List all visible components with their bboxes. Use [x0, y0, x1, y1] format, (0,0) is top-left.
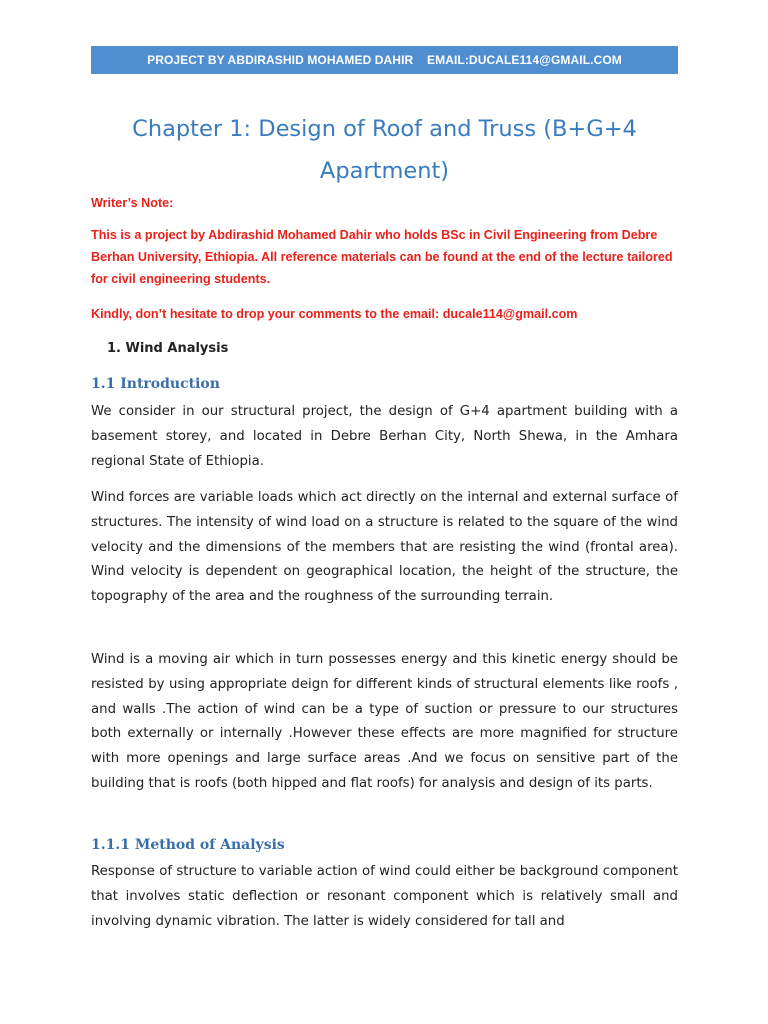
paragraph: We consider in our structural project, the design of G+4 apartment building with a basement storey, and located in Debre Berhan City, North Shewa, in the Amhara regional State of Ethiopia.	[91, 404, 678, 469]
section-heading-wind-analysis: 1. Wind Analysis	[107, 341, 229, 356]
paragraph: Wind forces are variable loads which act directly on the internal and external surface of structures. The intensity of wind load on a structure is related to the square of the wind velocity and the dimensions of the members that are resisting the wind (frontal area). Wind velocity is dependent on geographical location, the height of the structure, the topography of the area and the roughness of the surrounding terrain.	[91, 490, 678, 605]
paragraph: Response of structure to variable action of wind could either be background component that involves static deflection or resonant component which is relatively small and involving dynamic vibration. The latter is widely considered for tall and	[91, 864, 678, 929]
subheading-method-of-analysis: 1.1.1 Method of Analysis	[91, 837, 285, 853]
writers-note-email: Kindly, don’t hesitate to drop your comments to the email: ducale114@gmail.com	[91, 307, 578, 321]
writers-note-body: This is a project by Abdirashid Mohamed Dahir who holds BSc in Civil Engineering from Debre Berhan University, Ethiopia. All reference materials can be found at the end of the lecture tailored for civil engineering students.	[91, 228, 673, 286]
writers-note-label: Writer’s Note:	[91, 196, 174, 210]
header-text: PROJECT BY ABDIRASHID MOHAMED DAHIR EMAIL:DUCALE114@GMAIL.COM	[147, 53, 622, 67]
subheading-introduction: 1.1 Introduction	[91, 376, 220, 392]
header-banner	[91, 46, 678, 74]
paragraph: Wind is a moving air which in turn possesses energy and this kinetic energy should be resisted by using appropriate deign for different kinds of structural elements like roofs , and walls .The action of wind can be a type of suction or pressure to our structures both externally or internally .However these effects are more magnified for structure with more openings and large surface areas .And we focus on sensitive part of the building that is roofs (both hipped and flat roofs) for analysis and design of its parts.	[91, 652, 678, 791]
chapter-title: Chapter 1: Design of Roof and Truss (B+G+4 Apartment)	[132, 116, 637, 184]
